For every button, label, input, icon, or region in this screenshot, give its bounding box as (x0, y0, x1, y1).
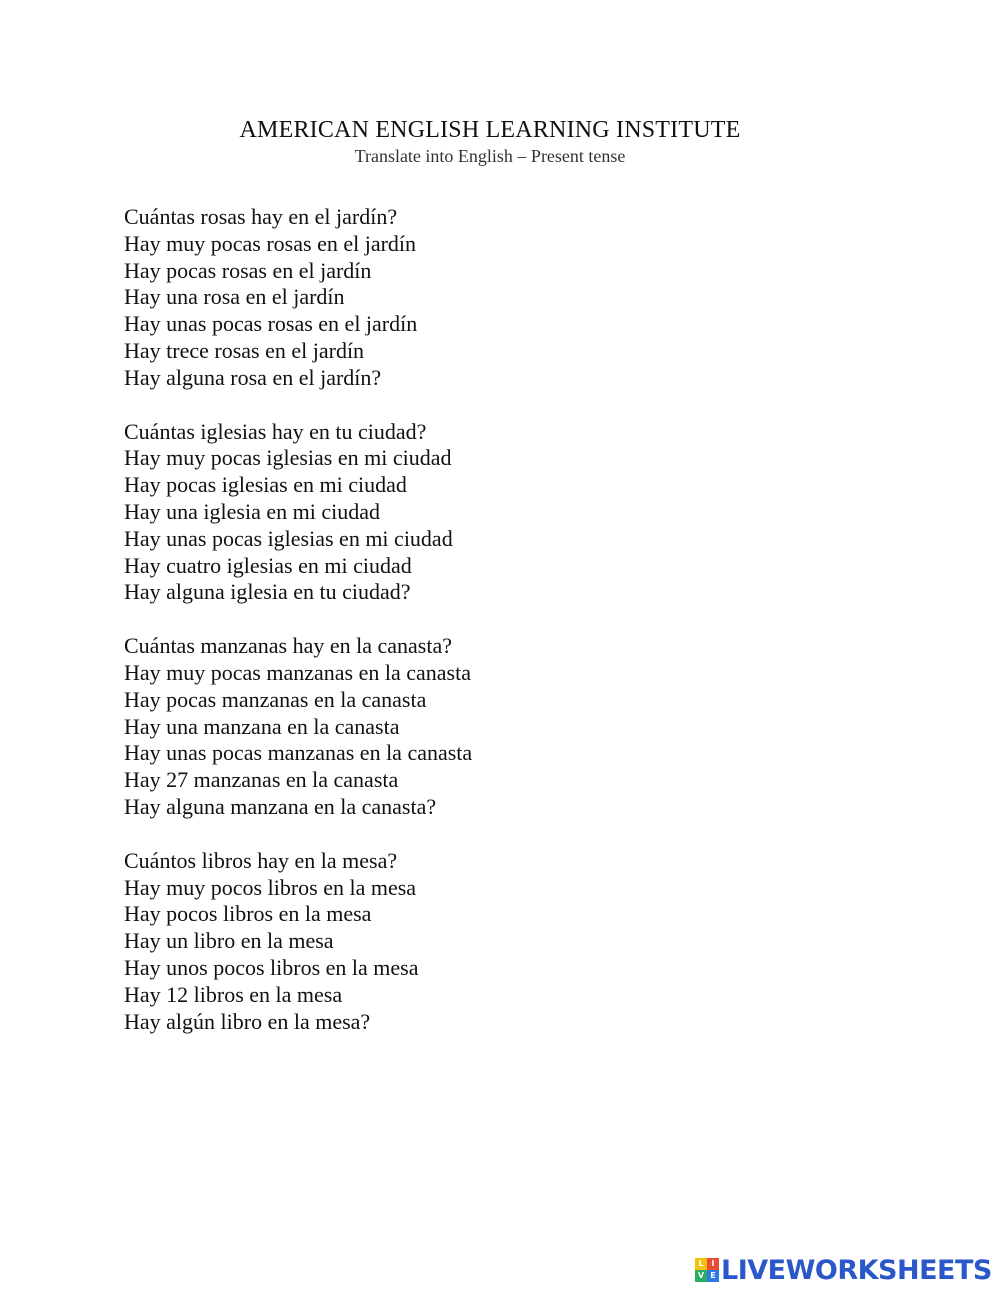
liveworksheets-logo (695, 1254, 992, 1286)
logo-letter: L (695, 1258, 707, 1270)
sentence-line: Hay 12 libros en la mesa (124, 981, 343, 1007)
sentence-line: Hay una rosa en el jardín (124, 284, 345, 310)
page-subtitle: Translate into English – Present tense (354, 146, 626, 166)
sentence-line: Hay pocas iglesias en mi ciudad (124, 472, 407, 498)
sentence-line: Hay unas pocas iglesias en mi ciudad (124, 525, 453, 551)
brand-wordmark: LIVEWORKSHEETS (721, 1254, 992, 1286)
page-header (0, 114, 980, 166)
logo-letter: I (707, 1258, 719, 1270)
worksheet-body (124, 204, 824, 1062)
sentence-line: Hay alguna manzana en la canasta? (124, 793, 437, 819)
sentence-line: Hay una iglesia en mi ciudad (124, 498, 380, 524)
logo-letter: E (707, 1270, 719, 1282)
sentence-line: Hay trece rosas en el jardín (124, 337, 365, 363)
sentence-line: Hay pocas manzanas en la canasta (124, 686, 427, 712)
sentence-line: Hay alguna rosa en el jardín? (124, 364, 382, 390)
sentence-line: Hay pocas rosas en el jardín (124, 257, 372, 283)
sentence-line: Cuántas rosas hay en el jardín? (124, 204, 398, 229)
sentence-line: Hay alguna iglesia en tu ciudad? (124, 579, 411, 605)
sentence-line: Hay muy pocas manzanas en la canasta (124, 659, 471, 685)
sentence-line: Hay unos pocos libros en la mesa (124, 954, 419, 980)
sentence-line: Hay una manzana en la canasta (124, 713, 400, 739)
sentence-line: Hay un libro en la mesa (124, 928, 334, 954)
sentence-line: Hay muy pocas iglesias en mi ciudad (124, 445, 452, 471)
sentence-line: Hay cuatro iglesias en mi ciudad (124, 552, 412, 578)
section-books (124, 848, 824, 1036)
sentence-line: Cuántas iglesias hay en tu ciudad? (124, 418, 427, 444)
sentence-line: Hay muy pocas rosas en el jardín (124, 230, 417, 256)
section-roses (124, 204, 824, 392)
liveworksheets-icon (695, 1258, 719, 1282)
page-title: AMERICAN ENGLISH LEARNING INSTITUTE (239, 117, 741, 143)
sentence-line: Hay algún libro en la mesa? (124, 1008, 371, 1034)
logo-letter: V (695, 1270, 707, 1282)
section-churches (124, 419, 824, 607)
sentence-line: Cuántos libros hay en la mesa? (124, 847, 398, 873)
section-apples (124, 633, 824, 821)
sentence-line: Hay unas pocas rosas en el jardín (124, 311, 418, 337)
sentence-line: Cuántas manzanas hay en la canasta? (124, 633, 453, 659)
sentence-line: Hay 27 manzanas en la canasta (124, 767, 399, 793)
sentence-line: Hay muy pocos libros en la mesa (124, 874, 417, 900)
sentence-line: Hay pocos libros en la mesa (124, 901, 372, 927)
sentence-line: Hay unas pocas manzanas en la canasta (124, 740, 473, 766)
